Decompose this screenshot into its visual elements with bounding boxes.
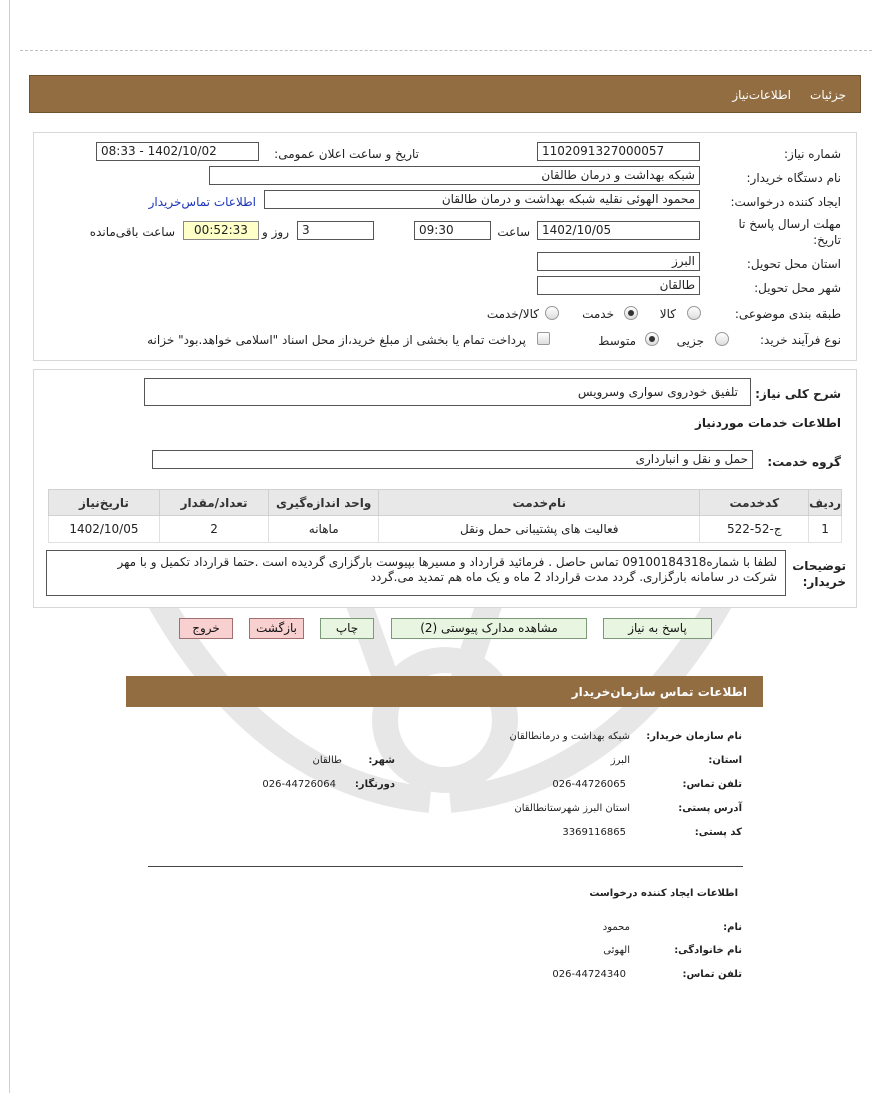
- contact-fax-label: دورنگار:: [354, 779, 395, 790]
- deadline-time-field: 09:30: [414, 221, 491, 240]
- contact-section-title: اطلاعات تماس سازمان‌خریدار: [571, 685, 747, 699]
- table-header-row: [49, 490, 842, 516]
- creator-info-header: اطلاعات ایجاد کننده درخواست: [589, 888, 738, 899]
- buyer-notes-field: [46, 550, 786, 596]
- need-number-label: شماره نیاز:: [784, 147, 841, 161]
- view-attachments-button[interactable]: مشاهده مدارک پیوستی (2): [391, 618, 587, 639]
- category-label: طبقه بندی موضوعی:: [734, 307, 841, 321]
- process-option-minor: جزیی: [676, 334, 704, 348]
- contact-org-value: شبکه بهداشت و درمانطالقان: [509, 731, 630, 742]
- buyer-org-label: نام دستگاه خریدار:: [746, 171, 841, 185]
- category-radio-goods[interactable]: [687, 306, 701, 320]
- col-need-date: تاریخ‌نیاز: [49, 490, 160, 516]
- category-option-goods-service: کالا/خدمت: [486, 307, 539, 321]
- deadline-date-field: 1402/10/05: [537, 221, 700, 240]
- table-row: [49, 516, 842, 543]
- col-row-number: ردیف: [809, 490, 842, 516]
- col-service-name: نام‌خدمت: [379, 490, 700, 516]
- days-remaining-field: 3: [297, 221, 374, 240]
- creator-field: محمود الهوئی نقلیه شبکه بهداشت و درمان طالقان: [264, 190, 700, 209]
- city-field: طالقان: [537, 276, 700, 295]
- reply-button[interactable]: پاسخ به نیاز: [603, 618, 712, 639]
- creator-label: ایجاد کننده درخواست:: [730, 195, 841, 209]
- buyer-notes-line-1: لطفا با شماره09100184318 تماس حاصل . فرمائید قرارداد و مسیرها بپیوست بارگزاری گردیده است .حتما قرارداد تکمیل و با مهر: [117, 555, 777, 569]
- exit-button[interactable]: خروج: [179, 618, 233, 639]
- service-group-field: حمل و نقل و انبارداری: [152, 450, 753, 469]
- process-radio-medium[interactable]: [645, 332, 659, 346]
- process-option-medium: متوسط: [598, 334, 636, 348]
- creator-phone-value: 026-44724340: [552, 969, 626, 980]
- need-number-field: 1102091327000057: [537, 142, 700, 161]
- deadline-label-2: تاریخ:: [813, 233, 841, 247]
- buyer-notes-line-2: شرکت در سامانه بارگزاری. گردد مدت قرارداد 2 ماه و یک ماه هم تمدید می.گردد: [370, 570, 777, 584]
- services-table: [48, 489, 842, 543]
- category-option-service: خدمت: [582, 307, 614, 321]
- buyer-org-field: شبکه بهداشت و درمان طالقان: [209, 166, 700, 185]
- deadline-label: مهلت ارسال پاسخ تا: [738, 217, 841, 231]
- cell-unit: ماهانه: [269, 516, 379, 543]
- province-field: البرز: [537, 252, 700, 271]
- page-header-bar: [29, 75, 861, 113]
- category-option-goods: کالا: [659, 307, 676, 321]
- general-desc-field: تلفیق خودروی سواری وسرویس: [144, 378, 751, 406]
- creator-phone-label: تلفن تماس:: [682, 969, 742, 980]
- top-divider: [20, 50, 872, 51]
- contact-phone-value: 026-44726065: [552, 779, 626, 790]
- cell-service-name: فعالیت های پشتیبانی حمل ونقل: [379, 516, 700, 543]
- category-radio-goods-service[interactable]: [545, 306, 559, 320]
- print-button[interactable]: چاپ: [320, 618, 374, 639]
- contact-city-value: طالقان: [312, 755, 342, 766]
- buyer-notes-label-2: خریدار:: [802, 575, 846, 589]
- cell-need-date: 1402/10/05: [49, 516, 160, 543]
- contact-phone-label: تلفن تماس:: [682, 779, 742, 790]
- services-section-title: اطلاعات خدمات موردنیاز: [694, 416, 841, 430]
- contact-address-label: آدرس پستی:: [678, 803, 742, 814]
- contact-province-value: البرز: [610, 755, 630, 766]
- cell-service-code: ج-52-522: [700, 516, 809, 543]
- city-label: شهر محل تحویل:: [754, 281, 841, 295]
- cell-quantity: 2: [159, 516, 269, 543]
- treasury-payment-note: پرداخت تمام یا بخشی از مبلغ خرید،از محل اسناد "اسلامی خواهد.بود" خزانه: [147, 333, 526, 347]
- contact-section-header: [126, 676, 763, 707]
- creator-name-label: نام:: [723, 922, 742, 933]
- breadcrumb: [732, 88, 846, 102]
- contact-postal-label: کد پستی:: [694, 827, 742, 838]
- back-button[interactable]: بازگشت: [249, 618, 304, 639]
- category-radio-service[interactable]: [624, 306, 638, 320]
- breadcrumb-need-info[interactable]: اطلاعات‌نیاز: [732, 88, 791, 102]
- contact-province-label: استان:: [708, 755, 742, 766]
- contact-divider: [148, 866, 743, 867]
- process-type-label: نوع فرآیند خرید:: [760, 333, 841, 347]
- announce-date-field: 1402/10/02 - 08:33: [96, 142, 259, 161]
- contact-fax-value: 026-44726064: [262, 779, 336, 790]
- col-quantity: تعداد/مقدار: [159, 490, 269, 516]
- contact-address-value: استان البرز شهرستانطالقان: [514, 803, 630, 814]
- col-unit: واحد اندازه‌گیری: [269, 490, 379, 516]
- deadline-time-label: ساعت: [497, 225, 530, 239]
- days-label: روز و: [262, 225, 289, 239]
- buyer-contact-link[interactable]: اطلاعات تماس‌خریدار: [148, 195, 256, 209]
- col-service-code: کدخدمت: [700, 490, 809, 516]
- treasury-payment-checkbox[interactable]: [537, 332, 550, 345]
- announce-date-label: تاریخ و ساعت اعلان عمومی:: [274, 147, 419, 161]
- cell-row-number: 1: [809, 516, 842, 543]
- left-border-line: [9, 0, 10, 1093]
- contact-postal-value: 3369116865: [562, 827, 626, 838]
- contact-org-label: نام سازمان خریدار:: [646, 731, 742, 742]
- province-label: استان محل تحویل:: [746, 257, 841, 271]
- remaining-label: ساعت باقی‌مانده: [89, 225, 175, 239]
- breadcrumb-details[interactable]: جزئیات: [810, 88, 846, 102]
- creator-family-label: نام خانوادگی:: [674, 945, 742, 956]
- service-group-label: گروه خدمت:: [767, 455, 841, 469]
- creator-name-value: محمود: [602, 922, 630, 933]
- remaining-timer: 00:52:33: [183, 221, 259, 240]
- buyer-notes-label: توضیحات: [792, 559, 846, 573]
- general-desc-label: شرح کلی نیاز:: [755, 387, 841, 401]
- contact-city-label: شهر:: [368, 755, 395, 766]
- process-radio-minor[interactable]: [715, 332, 729, 346]
- creator-family-value: الهوئی: [603, 945, 630, 956]
